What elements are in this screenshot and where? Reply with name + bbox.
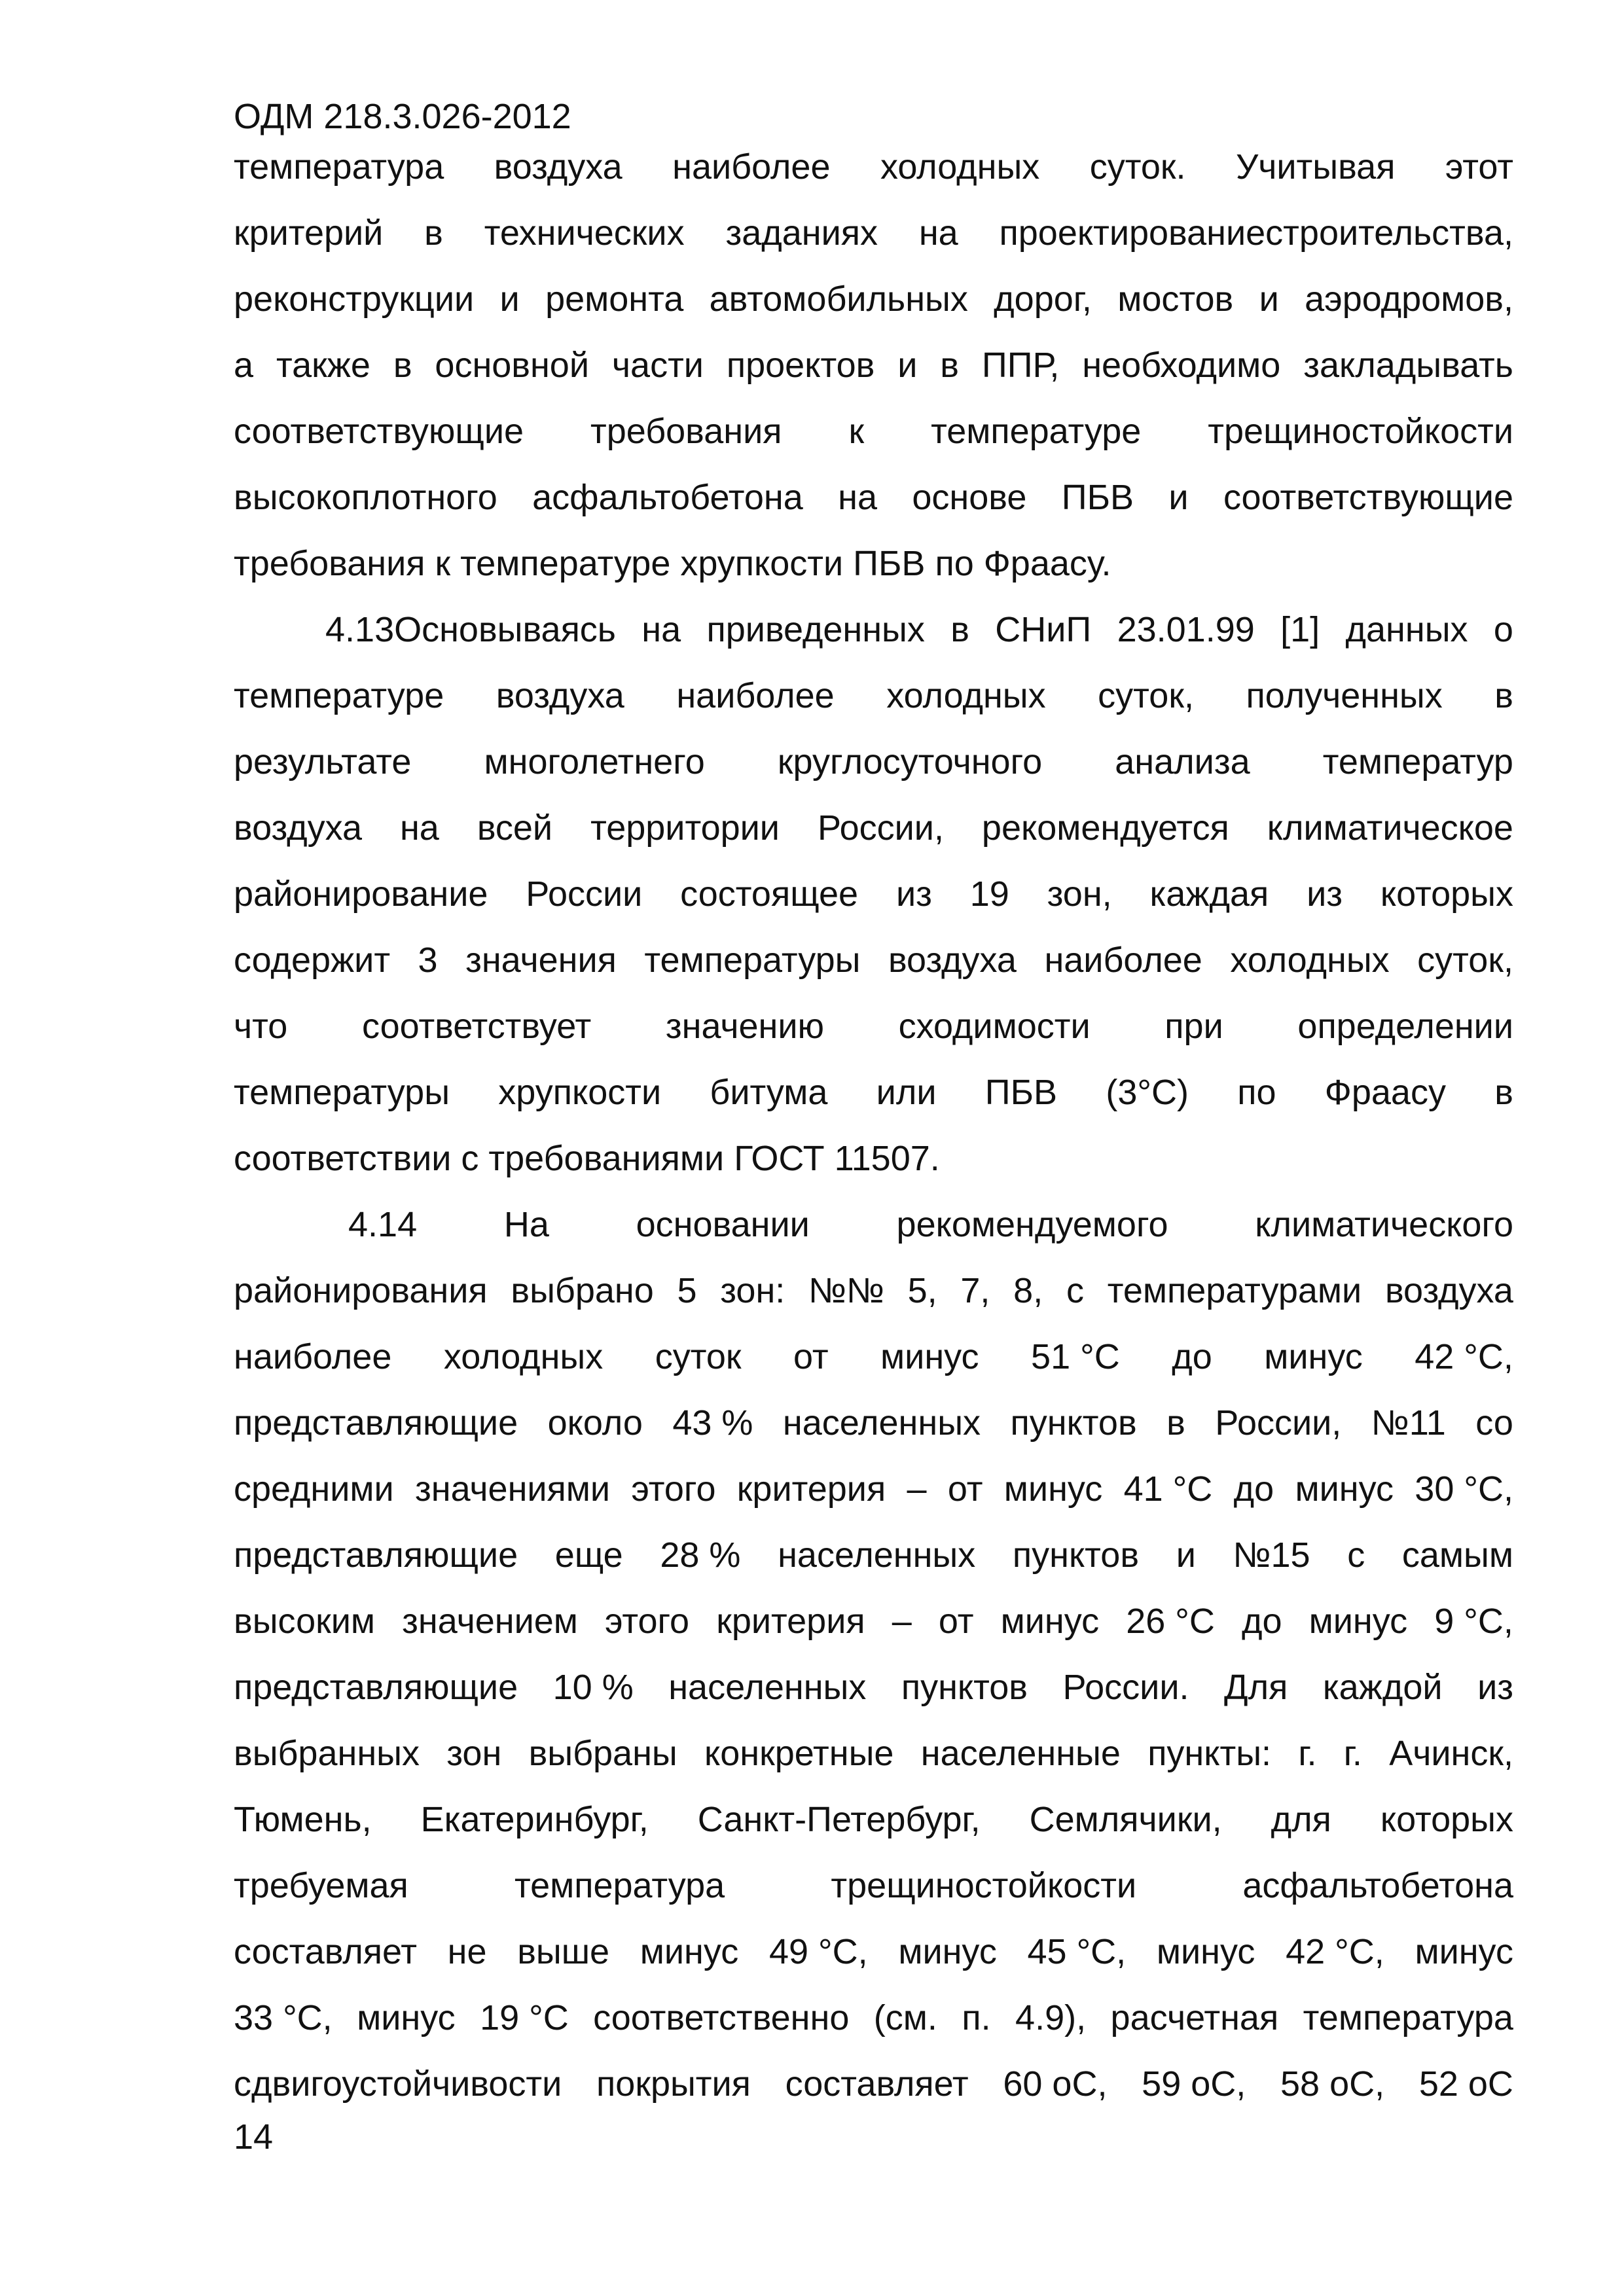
word: 45 °С, (1027, 1932, 1127, 1971)
word: территории (590, 808, 780, 848)
word: (3°С) (1106, 1073, 1189, 1112)
word: каждая (1149, 874, 1269, 914)
word: асфальтобетона (532, 478, 803, 517)
word: этот (1445, 147, 1513, 187)
word: ремонта (545, 279, 684, 319)
word: данных (1345, 610, 1468, 649)
text-line (234, 1985, 1513, 2051)
word: 4.9), (1015, 1998, 1087, 2037)
word: с (1066, 1271, 1084, 1310)
word: населенных (782, 1403, 981, 1443)
text-line (234, 1390, 1513, 1456)
paragraph-4-13 (234, 597, 1513, 1192)
paragraph-intro (234, 134, 1513, 597)
word: 4.13Основываясь (325, 610, 616, 649)
word: от (947, 1469, 983, 1509)
word: средними (234, 1469, 394, 1509)
word: составляет (234, 1932, 417, 1971)
word: критерия (736, 1469, 886, 1509)
word: населенных (668, 1668, 867, 1707)
word: о (1493, 610, 1513, 649)
word: ПБВ (984, 1073, 1058, 1112)
word: 4.14 (348, 1205, 418, 1244)
word: основе (912, 478, 1027, 517)
text-line (234, 266, 1513, 332)
word: минус (1156, 1932, 1255, 1971)
text-line (234, 994, 1513, 1060)
word: в (393, 346, 412, 385)
word: трещиностойкости (1208, 412, 1513, 451)
word: содержит (234, 941, 391, 980)
word: минус (898, 1932, 997, 1971)
word: из (1477, 1668, 1513, 1707)
word: 59 оС, (1142, 2064, 1246, 2104)
word: минус (880, 1337, 979, 1376)
word: Екатеринбург, (420, 1800, 649, 1839)
word: температуре (234, 676, 444, 715)
word: температуры (234, 1073, 450, 1112)
word: требования (590, 412, 782, 451)
word: минус (1264, 1337, 1363, 1376)
word: еще (554, 1535, 623, 1575)
word: Для (1224, 1668, 1288, 1707)
word: населенных (778, 1535, 976, 1575)
word: на (918, 213, 958, 253)
word: при (1164, 1007, 1223, 1046)
word: №№ (808, 1271, 884, 1310)
word: 5, (907, 1271, 937, 1310)
word: или (876, 1073, 937, 1112)
word: на (838, 478, 877, 517)
word: 5 (677, 1271, 697, 1310)
word: от (938, 1602, 974, 1641)
word: высоким (234, 1602, 376, 1641)
word: критерий (234, 213, 384, 253)
word: около (547, 1403, 643, 1443)
word: расчетная (1110, 1998, 1279, 2037)
word: – (892, 1602, 912, 1641)
word: на (399, 808, 439, 848)
word: 58 оС, (1280, 2064, 1385, 2104)
text-line (234, 1456, 1513, 1522)
word: соответственно (593, 1998, 850, 2037)
word: асфальтобетона (1242, 1866, 1513, 1905)
word: зон: (720, 1271, 785, 1310)
word: по (1237, 1073, 1276, 1112)
word: рекомендуемого (896, 1205, 1168, 1244)
text-line (234, 1258, 1513, 1324)
word: минус (1308, 1602, 1408, 1641)
word: необходимо (1082, 346, 1281, 385)
word: климатическое (1267, 808, 1513, 848)
word: с (1347, 1535, 1365, 1575)
word: пунктов (1010, 1403, 1137, 1443)
word: закладывать (1303, 346, 1513, 385)
word: 9 °С, (1434, 1602, 1513, 1641)
text-line (234, 1853, 1513, 1919)
word: 10 % (552, 1668, 634, 1707)
word: также (276, 346, 370, 385)
word: 42 °С, (1286, 1932, 1384, 1971)
word: и (897, 346, 918, 385)
word: а (234, 346, 254, 385)
word: холодных (1230, 941, 1390, 980)
word: сдвигоустойчивости (234, 2064, 562, 2104)
paragraph-4-14 (234, 1192, 1513, 2117)
word: минус (357, 1998, 456, 2037)
word: наиболее (672, 147, 831, 187)
word: 33 °С, (234, 1998, 333, 2037)
word: г. (1298, 1734, 1317, 1773)
word: соответствует (361, 1007, 592, 1046)
word: России. (1062, 1668, 1189, 1707)
word: для (1271, 1800, 1331, 1839)
word: мостов (1117, 279, 1234, 319)
word: суток. (1089, 147, 1186, 187)
word: 30 °С, (1415, 1469, 1513, 1509)
text-line (234, 729, 1513, 795)
word: температуре (931, 412, 1142, 451)
word: 42 °С, (1415, 1337, 1513, 1376)
word: №11 (1371, 1403, 1446, 1443)
document-body (234, 134, 1513, 2117)
word: в (940, 346, 959, 385)
word: высокоплотного (234, 478, 497, 517)
word: что (234, 1007, 288, 1046)
word: со (1475, 1403, 1513, 1443)
text-line (234, 861, 1513, 927)
word: всей (477, 808, 553, 848)
word: конкретные (704, 1734, 894, 1773)
word: и (1259, 279, 1279, 319)
word: температура (514, 1866, 725, 1905)
word: в (1494, 1073, 1513, 1112)
text-line (234, 663, 1513, 729)
word: основной (435, 346, 589, 385)
word: 52 оС (1418, 2064, 1513, 2104)
word: холодных (443, 1337, 604, 1376)
word: температур (1322, 742, 1513, 781)
word: Учитывая (1235, 147, 1396, 187)
word: многолетнего (484, 742, 705, 781)
word: На (503, 1205, 549, 1244)
word: из (895, 874, 932, 914)
text-line (234, 2051, 1513, 2117)
word: России, (817, 808, 944, 848)
word: районирование (234, 874, 488, 914)
text-line (234, 1060, 1513, 1126)
word: п. (962, 1998, 991, 2037)
text-line (234, 795, 1513, 861)
word: представляющие (234, 1403, 518, 1443)
text-line (234, 1721, 1513, 1787)
word: 8, (1013, 1271, 1043, 1310)
word: зон (446, 1734, 502, 1773)
word: в (424, 213, 443, 253)
text-line (234, 1588, 1513, 1655)
word: представляющие (234, 1535, 518, 1575)
text-line (234, 597, 1513, 663)
word: воздуха (234, 808, 363, 848)
word: пунктов (901, 1668, 1028, 1707)
word: 23.01.99 (1117, 610, 1255, 649)
word: этого (605, 1602, 690, 1641)
text-line (234, 200, 1513, 266)
word: представляющие (234, 1668, 518, 1707)
word: наиболее (234, 1337, 392, 1376)
word: результате (234, 742, 412, 781)
word: и (1168, 478, 1189, 517)
word: воздуха (1384, 1271, 1513, 1310)
word: №15 (1233, 1535, 1310, 1575)
text-line (234, 332, 1513, 399)
word: до (1172, 1337, 1212, 1376)
word: суток, (1098, 676, 1194, 715)
word: Тюмень, (234, 1800, 372, 1839)
word: температуры (644, 941, 861, 980)
word: значениями (414, 1469, 611, 1509)
word: (см. (873, 1998, 937, 2037)
word: ПБВ (1061, 478, 1134, 517)
word: 51 °С (1031, 1337, 1120, 1376)
word: Фраасу (1324, 1073, 1446, 1112)
document-code-header: ОДМ 218.3.026-2012 (234, 97, 571, 136)
word: выбрано (511, 1271, 654, 1310)
word: каждой (1322, 1668, 1443, 1707)
word: температура (1303, 1998, 1513, 2037)
word: битума (710, 1073, 828, 1112)
word: составляет (785, 2064, 969, 2104)
text-line (234, 1919, 1513, 1985)
word: реконструкции (234, 279, 475, 319)
text-line (234, 927, 1513, 994)
word: суток, (1417, 941, 1513, 980)
word: 60 оС, (1003, 2064, 1108, 2104)
word: России, (1215, 1403, 1342, 1443)
word: 41 °С (1123, 1469, 1213, 1509)
word: районирования (234, 1271, 488, 1310)
word: проектов (726, 346, 875, 385)
word: из (1307, 874, 1343, 914)
word: Ачинск, (1389, 1734, 1513, 1773)
word: определении (1297, 1007, 1513, 1046)
word: заданиях (725, 213, 878, 253)
word: состоящее (680, 874, 859, 914)
word: холодных (880, 147, 1040, 187)
text-line (234, 1655, 1513, 1721)
word: дорог, (994, 279, 1092, 319)
word: выше (517, 1932, 610, 1971)
word: минус (1000, 1602, 1100, 1641)
word: суток (655, 1337, 742, 1376)
word: хрупкости (498, 1073, 662, 1112)
word: которых (1380, 1800, 1513, 1839)
word: этого (631, 1469, 716, 1509)
word: рекомендуется (981, 808, 1229, 848)
word: минус (1415, 1932, 1513, 1971)
word: самым (1401, 1535, 1513, 1575)
word: 19 (969, 874, 1009, 914)
text-line: соответствии с требованиями ГОСТ 11507. (234, 1139, 940, 1178)
word: соответствующие (234, 412, 524, 451)
word: приведенных (706, 610, 925, 649)
word: трещиностойкости (831, 1866, 1137, 1905)
word: г. (1343, 1734, 1362, 1773)
word: технических (484, 213, 685, 253)
word: сходимости (898, 1007, 1091, 1046)
page-number: 14 (234, 2117, 274, 2157)
word: до (1233, 1469, 1274, 1509)
text-line (234, 1787, 1513, 1853)
word: автомобильных (709, 279, 968, 319)
word: анализа (1115, 742, 1250, 781)
word: 43 % (672, 1403, 753, 1443)
word: значения (465, 941, 617, 980)
word: температурами (1107, 1271, 1362, 1310)
word: воздуха (888, 941, 1017, 980)
word: и (499, 279, 520, 319)
word: минус (1295, 1469, 1394, 1509)
word: круглосуточного (777, 742, 1043, 781)
word: воздуха (496, 676, 624, 715)
text-line: требования к температуре хрупкости ПБВ по Фраасу. (234, 544, 1111, 583)
word: минус (1003, 1469, 1103, 1509)
word: выбраны (528, 1734, 677, 1773)
word: климатического (1255, 1205, 1513, 1244)
word: холодных (886, 676, 1046, 715)
word: полученных (1246, 676, 1443, 715)
word: – (907, 1469, 927, 1509)
word: пункты: (1147, 1734, 1272, 1773)
word: зон, (1047, 874, 1112, 914)
text-line (234, 1192, 1513, 1258)
word: пунктов (1012, 1535, 1140, 1575)
word: соответствующие (1223, 478, 1513, 517)
word: до (1241, 1602, 1282, 1641)
word: основании (636, 1205, 810, 1244)
word: в (950, 610, 969, 649)
word: 49 °С, (768, 1932, 868, 1971)
word: России (526, 874, 643, 914)
word: проектированиестроительства, (999, 213, 1513, 253)
word: на (641, 610, 681, 649)
text-line (234, 1522, 1513, 1588)
text-line (234, 1324, 1513, 1390)
word: от (793, 1337, 829, 1376)
word: 7, (960, 1271, 990, 1310)
word: аэродромов, (1305, 279, 1513, 319)
word: температура (234, 147, 444, 187)
word: воздуха (494, 147, 623, 187)
word: в (1166, 1403, 1185, 1443)
word: части (611, 346, 704, 385)
word: наиболее (1044, 941, 1202, 980)
word: Санкт-Петербург, (697, 1800, 981, 1839)
word: ППР, (981, 346, 1060, 385)
word: [1] (1280, 610, 1320, 649)
word: критерия (716, 1602, 865, 1641)
word: значению (665, 1007, 824, 1046)
word: не (447, 1932, 487, 1971)
word: и (1176, 1535, 1196, 1575)
text-line (234, 134, 1513, 200)
word: выбранных (234, 1734, 420, 1773)
word: которых (1380, 874, 1513, 914)
word: 3 (418, 941, 438, 980)
word: населенные (920, 1734, 1121, 1773)
word: 26 °С (1126, 1602, 1215, 1641)
word: минус (640, 1932, 739, 1971)
word: к (848, 412, 865, 451)
word: 19 °С (480, 1998, 569, 2037)
word: покрытия (596, 2064, 751, 2104)
word: Семлячики, (1029, 1800, 1222, 1839)
word: наиболее (676, 676, 835, 715)
word: значением (402, 1602, 578, 1641)
text-line (234, 399, 1513, 465)
word: СНиП (995, 610, 1092, 649)
text-line (234, 465, 1513, 531)
word: требуемая (234, 1866, 408, 1905)
word: в (1494, 676, 1513, 715)
word: 28 % (660, 1535, 741, 1575)
